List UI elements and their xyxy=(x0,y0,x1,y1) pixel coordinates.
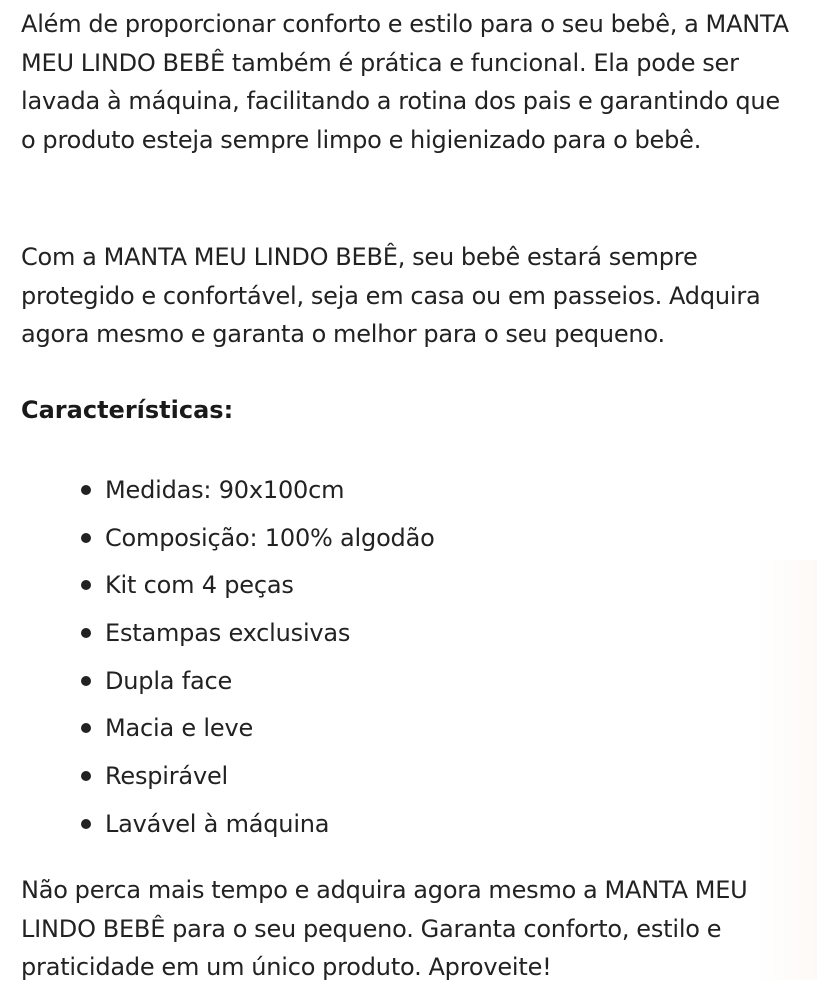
feature-item-label: Medidas: 90x100cm xyxy=(105,476,345,504)
feature-item-label: Estampas exclusivas xyxy=(105,619,351,648)
feature-item xyxy=(21,756,435,804)
bullet-icon xyxy=(81,533,91,543)
feature-item xyxy=(21,708,435,756)
bullet-icon xyxy=(81,485,91,495)
bullet-icon xyxy=(81,723,91,733)
feature-item-label: Lavável à máquina xyxy=(105,809,330,838)
feature-item-label: Respirável xyxy=(105,762,228,791)
feature-item xyxy=(21,518,435,566)
description-paragraph-call-to-action: Não perca mais tempo e adquira agora mesmo a MANTA MEU LINDO BEBÊ para o seu pequeno. Garanta conforto, estilo e praticidade em um único produto. Aproveite! xyxy=(21,876,748,981)
feature-item-label: Macia e leve xyxy=(105,714,254,743)
feature-item xyxy=(21,565,435,613)
feature-item-label: Kit com 4 peças xyxy=(105,571,294,600)
bullet-icon xyxy=(81,819,91,829)
features-heading: Características: xyxy=(21,396,234,424)
feature-item xyxy=(21,613,435,661)
bullet-icon xyxy=(81,580,91,590)
feature-item xyxy=(21,804,435,852)
bullet-icon xyxy=(81,771,91,781)
bullet-icon xyxy=(81,676,91,686)
description-paragraph-protection: Com a MANTA MEU LINDO BEBÊ, seu bebê estará sempre protegido e confortável, seja em casa ou em passeios. Adquira agora mesmo e garanta o melhor para o seu pequeno. xyxy=(21,243,761,348)
feature-item-label: Composição: 100% algodão xyxy=(105,523,435,552)
description-paragraph-care: Além de proporcionar conforto e estilo para o seu bebê, a MANTA MEU LINDO BEBÊ também é prática e funcional. Ela pode ser lavada à máquina, facilitando a rotina dos pais e garantindo que o produto esteja sempre limpo e higienizado para o bebê. xyxy=(21,10,789,154)
features-list xyxy=(21,470,435,852)
feature-item xyxy=(21,661,435,709)
feature-item xyxy=(21,470,435,518)
bullet-icon xyxy=(81,628,91,638)
feature-item-label: Dupla face xyxy=(105,666,233,695)
